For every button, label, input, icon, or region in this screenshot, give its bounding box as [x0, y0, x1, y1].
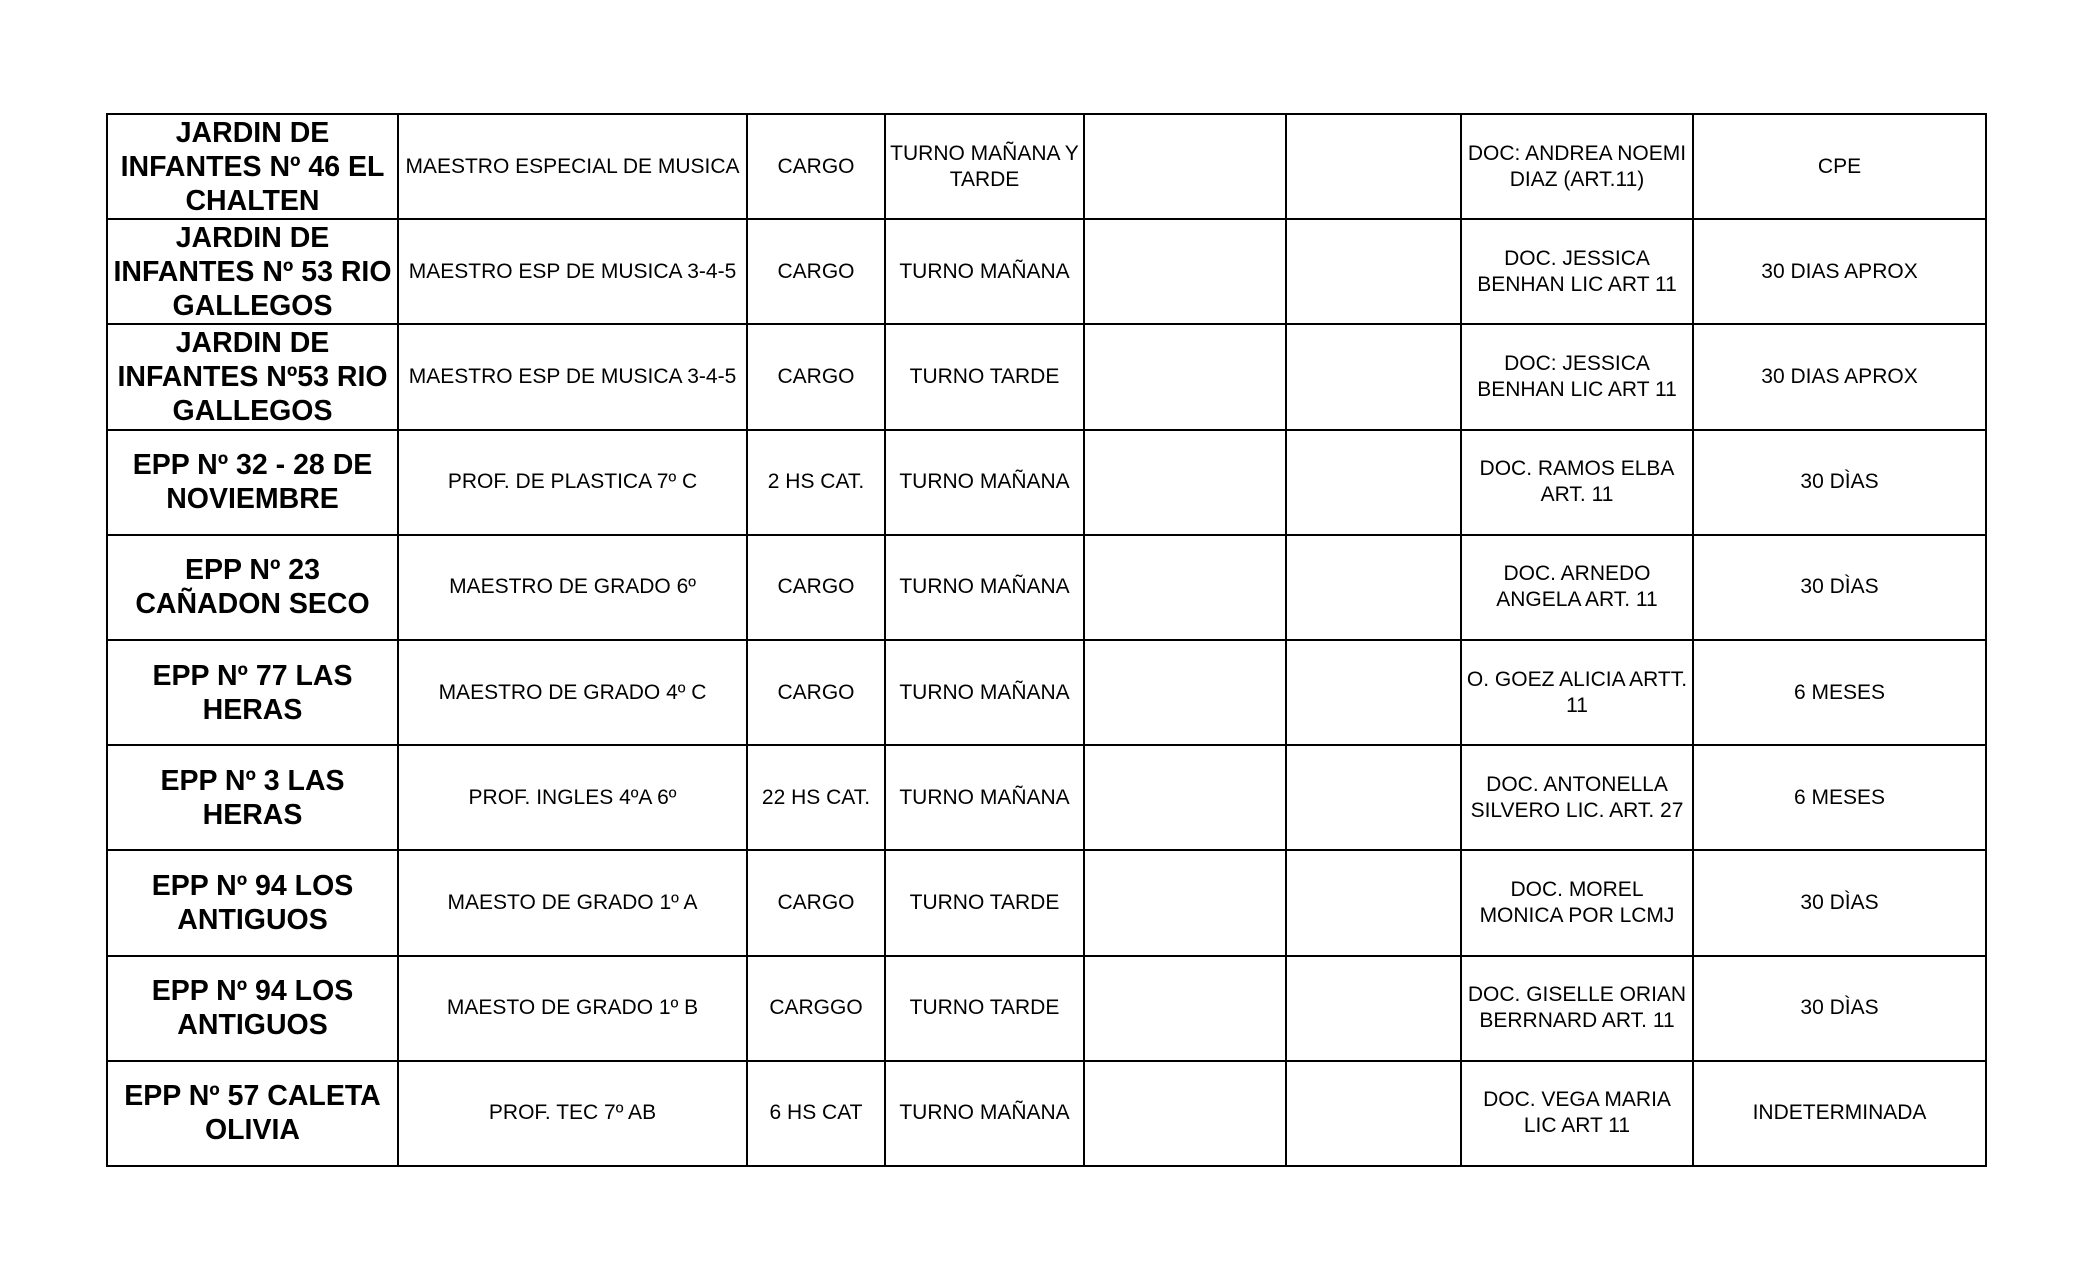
empty-cell [1084, 640, 1286, 745]
shift-cell: TURNO MAÑANA [885, 535, 1084, 640]
empty-cell [1286, 219, 1461, 324]
duration-cell: 30 DIAS APROX [1693, 324, 1986, 429]
empty-cell [1286, 1061, 1461, 1166]
table-row [107, 114, 1986, 219]
shift-cell: TURNO TARDE [885, 850, 1084, 955]
duration-cell: INDETERMINADA [1693, 1061, 1986, 1166]
school-cell: EPP Nº 94 LOS ANTIGUOS [107, 850, 398, 955]
empty-cell [1286, 640, 1461, 745]
school-cell: EPP Nº 77 LAS HERAS [107, 640, 398, 745]
empty-cell [1286, 114, 1461, 219]
type-cell: CARGO [747, 640, 885, 745]
empty-cell [1286, 535, 1461, 640]
shift-cell: TURNO MAÑANA [885, 640, 1084, 745]
teacher-cell: DOC. JESSICA BENHAN LIC ART 11 [1461, 219, 1693, 324]
school-cell: JARDIN DE INFANTES Nº53 RIO GALLEGOS [107, 324, 398, 429]
table-row [107, 1061, 1986, 1166]
type-cell: CARGO [747, 324, 885, 429]
empty-cell [1084, 850, 1286, 955]
type-cell: CARGO [747, 219, 885, 324]
teacher-cell: DOC. ANTONELLA SILVERO LIC. ART. 27 [1461, 745, 1693, 850]
table-row [107, 745, 1986, 850]
position-cell: MAESTO DE GRADO 1º A [398, 850, 747, 955]
teacher-cell: DOC. GISELLE ORIAN BERRNARD ART. 11 [1461, 956, 1693, 1061]
teacher-cell: DOC: ANDREA NOEMI DIAZ (ART.11) [1461, 114, 1693, 219]
teacher-cell: DOC. RAMOS ELBA ART. 11 [1461, 430, 1693, 535]
empty-cell [1084, 114, 1286, 219]
shift-cell: TURNO MAÑANA Y TARDE [885, 114, 1084, 219]
type-cell: 22 HS CAT. [747, 745, 885, 850]
empty-cell [1084, 219, 1286, 324]
empty-cell [1084, 1061, 1286, 1166]
duration-cell: 30 DÌAS [1693, 430, 1986, 535]
table-row [107, 219, 1986, 324]
shift-cell: TURNO MAÑANA [885, 745, 1084, 850]
shift-cell: TURNO TARDE [885, 956, 1084, 1061]
shift-cell: TURNO TARDE [885, 324, 1084, 429]
duration-cell: 6 MESES [1693, 745, 1986, 850]
type-cell: 6 HS CAT [747, 1061, 885, 1166]
empty-cell [1084, 430, 1286, 535]
school-cell: EPP Nº 57 CALETA OLIVIA [107, 1061, 398, 1166]
position-cell: MAESTRO ESP DE MUSICA 3-4-5 [398, 324, 747, 429]
school-cell: JARDIN DE INFANTES Nº 46 EL CHALTEN [107, 114, 398, 219]
table-row [107, 324, 1986, 429]
table-row [107, 430, 1986, 535]
shift-cell: TURNO MAÑANA [885, 1061, 1084, 1166]
empty-cell [1286, 745, 1461, 850]
vacancies-table [106, 113, 1987, 1167]
duration-cell: 30 DIAS APROX [1693, 219, 1986, 324]
position-cell: PROF. DE PLASTICA 7º C [398, 430, 747, 535]
duration-cell: 30 DÌAS [1693, 956, 1986, 1061]
empty-cell [1286, 324, 1461, 429]
school-cell: EPP Nº 23 CAÑADON SECO [107, 535, 398, 640]
empty-cell [1286, 850, 1461, 955]
position-cell: PROF. INGLES 4ºA 6º [398, 745, 747, 850]
position-cell: MAESTRO ESPECIAL DE MUSICA [398, 114, 747, 219]
school-cell: JARDIN DE INFANTES Nº 53 RIO GALLEGOS [107, 219, 398, 324]
empty-cell [1286, 430, 1461, 535]
type-cell: CARGO [747, 850, 885, 955]
position-cell: MAESTRO DE GRADO 4º C [398, 640, 747, 745]
position-cell: MAESTO DE GRADO 1º B [398, 956, 747, 1061]
table-row [107, 956, 1986, 1061]
duration-cell: 30 DÌAS [1693, 535, 1986, 640]
teacher-cell: DOC. MOREL MONICA POR LCMJ [1461, 850, 1693, 955]
empty-cell [1286, 956, 1461, 1061]
teacher-cell: DOC: JESSICA BENHAN LIC ART 11 [1461, 324, 1693, 429]
shift-cell: TURNO MAÑANA [885, 219, 1084, 324]
position-cell: MAESTRO ESP DE MUSICA 3-4-5 [398, 219, 747, 324]
empty-cell [1084, 535, 1286, 640]
school-cell: EPP Nº 94 LOS ANTIGUOS [107, 956, 398, 1061]
teacher-cell: DOC. VEGA MARIA LIC ART 11 [1461, 1061, 1693, 1166]
table-row [107, 535, 1986, 640]
table-row [107, 850, 1986, 955]
duration-cell: 6 MESES [1693, 640, 1986, 745]
table-row [107, 640, 1986, 745]
type-cell: CARGGO [747, 956, 885, 1061]
duration-cell: CPE [1693, 114, 1986, 219]
empty-cell [1084, 745, 1286, 850]
position-cell: PROF. TEC 7º AB [398, 1061, 747, 1166]
shift-cell: TURNO MAÑANA [885, 430, 1084, 535]
school-cell: EPP Nº 3 LAS HERAS [107, 745, 398, 850]
type-cell: CARGO [747, 535, 885, 640]
school-cell: EPP Nº 32 - 28 DE NOVIEMBRE [107, 430, 398, 535]
teacher-cell: O. GOEZ ALICIA ARTT. 11 [1461, 640, 1693, 745]
empty-cell [1084, 956, 1286, 1061]
teacher-cell: DOC. ARNEDO ANGELA ART. 11 [1461, 535, 1693, 640]
position-cell: MAESTRO DE GRADO 6º [398, 535, 747, 640]
type-cell: 2 HS CAT. [747, 430, 885, 535]
type-cell: CARGO [747, 114, 885, 219]
duration-cell: 30 DÌAS [1693, 850, 1986, 955]
empty-cell [1084, 324, 1286, 429]
